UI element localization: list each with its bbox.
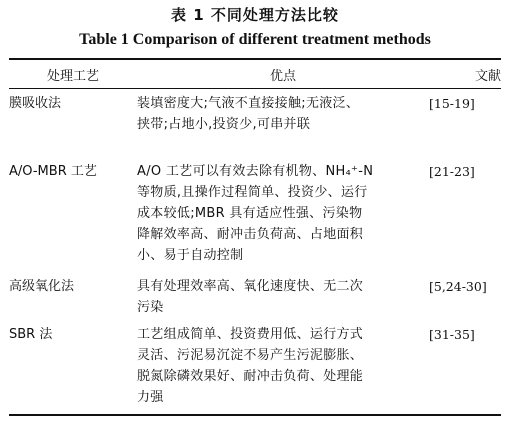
- advantages-line: 挟带;占地小,投资少,可串并联: [137, 117, 311, 132]
- advantages-line: 等物质,且操作过程简单、投资少、运行: [137, 185, 368, 200]
- reference-cell: [31-35]: [429, 327, 475, 342]
- table-row: [9, 161, 501, 276]
- table-caption-chinese: 表 1 不同处理方法比较: [171, 6, 339, 24]
- table-row: [9, 276, 501, 324]
- table-row: [9, 88, 501, 161]
- header-references: 文献: [474, 68, 501, 84]
- comparison-table: [9, 60, 501, 414]
- method-cell: A/O-MBR 工艺: [9, 164, 97, 179]
- advantages-cell: [137, 161, 429, 276]
- reference-cell: [15-19]: [429, 96, 475, 111]
- advantages-line: A/O 工艺可以有效去除有机物、NH₄⁺-N: [137, 164, 374, 179]
- method-cell: 膜吸收法: [9, 96, 62, 111]
- table-row: [9, 324, 501, 414]
- reference-cell: [5,24-30]: [429, 279, 487, 294]
- table-bottom-rule: [9, 414, 501, 416]
- advantages-line: 工艺组成简单、投资费用低、运行方式: [137, 327, 364, 342]
- advantages-line: 降解效率高、耐冲击负荷高、占地面积: [137, 227, 364, 242]
- table-caption-english: Table 1 Comparison of different treatment methods: [79, 31, 431, 48]
- advantages-cell: [137, 324, 429, 414]
- advantages-line: 污染: [137, 300, 164, 315]
- advantages-line: 小、易于自动控制: [137, 248, 244, 263]
- table-header-row: [9, 60, 501, 88]
- reference-cell: [21-23]: [429, 164, 475, 179]
- header-method: 处理工艺: [46, 68, 99, 84]
- advantages-line: 脱氮除磷效果好、耐冲击负荷、处理能: [137, 369, 364, 384]
- method-cell: 高级氧化法: [9, 279, 75, 294]
- advantages-cell: [137, 88, 429, 161]
- method-cell: SBR 法: [9, 327, 53, 342]
- advantages-line: 装填密度大;气液不直接接触;无液泛、: [137, 96, 360, 111]
- advantages-line: 成本较低;MBR 具有适应性强、污染物: [137, 206, 363, 221]
- advantages-line: 力强: [137, 390, 164, 405]
- advantages-cell: [137, 276, 429, 324]
- advantages-line: 具有处理效率高、氧化速度快、无二次: [137, 279, 364, 294]
- advantages-line: 灵活、污泥易沉淀不易产生污泥膨胀、: [137, 348, 364, 363]
- header-advantages: 优点: [269, 68, 296, 84]
